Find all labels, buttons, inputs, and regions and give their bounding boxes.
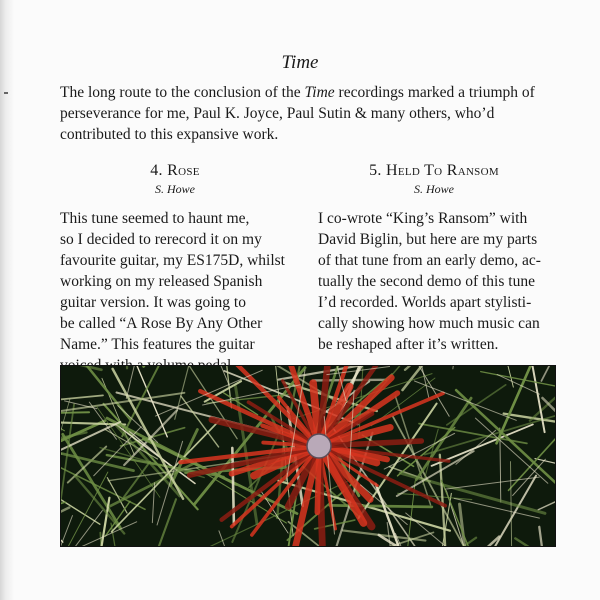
- track-column-held-to-ransom: [318, 160, 566, 355]
- track-heading-rose: 4. Rose: [150, 162, 200, 179]
- intro-suffix: recordings marked a triumph of perseverance for me, Paul K. Joyce, Paul Sutin & many others, who’d contributed to this expansive work.: [60, 84, 535, 143]
- track-notes-held-to-ransom: I co-wrote “King’s Ransom” with David Biglin, but here are my parts of that tune from an early demo, ac- tually the second demo of this tune I’d recorded. Worlds apart stylisti- cally showing how much music can be reshaped after it’s written.: [318, 210, 541, 353]
- binding-mark: [4, 92, 8, 94]
- intro-paragraph: [60, 82, 560, 145]
- page-crease: [0, 0, 14, 600]
- track-column-rose: [60, 160, 308, 376]
- track-composer-rose: S. Howe: [155, 182, 195, 196]
- track-notes-rose: This tune seemed to haunt me, so I decided to rerecord it on my favourite guitar, my ES175D, whilst working on my released Spanish guitar version. It was going to be called “A Rose By Any Other Name.” This features the guitar: [60, 210, 285, 353]
- track-composer-held-to-ransom: S. Howe: [414, 182, 454, 196]
- plant-photo: [60, 365, 556, 547]
- intro-emphasis: Time: [304, 84, 335, 101]
- plant-photo-art: [61, 366, 555, 546]
- page-title: Time: [281, 52, 319, 73]
- intro-prefix: The long route to the conclusion of the: [60, 84, 305, 101]
- track-heading-held-to-ransom: 5. Held To Ransom: [369, 162, 499, 179]
